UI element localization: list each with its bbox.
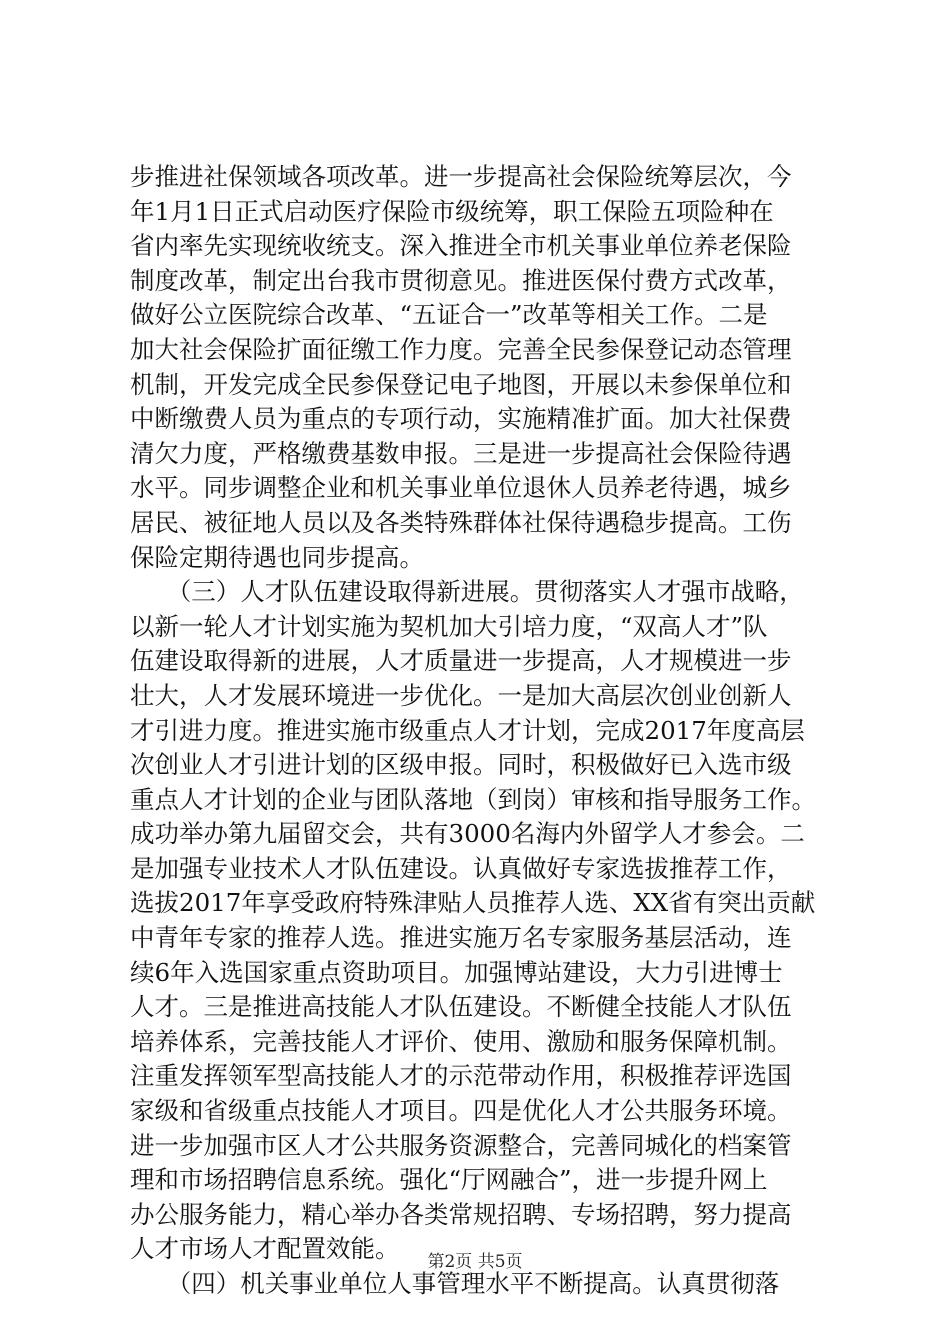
text-line: 中断缴费人员为重点的专项行动，实施精准扩面。加大社保费 [130,404,792,434]
text-line: 培养体系，完善技能人才评价、使用、激励和服务保障机制。 [130,1026,792,1056]
text-line: 保险定期待遇也同步提高。 [130,542,424,572]
text-line: （四）机关事业单位人事管理水平不断提高。认真贯彻落 [130,1269,780,1298]
text-line: 以新一轮人才计划实施为契机加大引培力度，“双高人才”队 [130,611,768,641]
text-line: 注重发挥领军型高技能人才的示范带动作用，积极推荐评选国 [130,1061,792,1091]
text-line: 居民、被征地人员以及各类特殊群体社保待遇稳步提高。工伤 [130,507,792,537]
text-line: 选拔2017年享受政府特殊津贴人员推荐人选、XX省有突出贡献 [130,888,816,918]
text-line: 做好公立医院综合改革、“五证合一”改革等相关工作。二是 [130,300,768,330]
text-line: 水平。同步调整企业和机关事业单位退休人员养老待遇，城乡 [130,473,792,503]
text-line: 家级和省级重点技能人才项目。四是优化人才公共服务环境。 [130,1096,792,1126]
text-line: （三）人才队伍建设取得新进展。贯彻落实人才强市战略， [130,577,804,607]
text-line: 重点人才计划的企业与团队落地（到岗）审核和指导服务工作。 [130,784,816,814]
text-line: 成功举办第九届留交会，共有3000名海内外留学人才参会。二 [130,819,805,849]
text-line: 才引进力度。推进实施市级重点人才计划，完成2017年度高层 [130,715,805,745]
text-line: 步推进社保领域各项改革。进一步提高社会保险统筹层次，今 [130,162,792,191]
text-line: 机制，开发完成全民参保登记电子地图，开展以未参保单位和 [130,369,792,399]
text-line: 清欠力度，严格缴费基数申报。三是进一步提高社会保险待遇 [130,438,792,468]
text-line: 是加强专业技术人才队伍建设。认真做好专家选拔推荐工作， [130,853,792,883]
text-line: 省内率先实现统收统支。深入推进全市机关事业单位养老保险 [130,231,792,261]
text-line: 次创业人才引进计划的区级申报。同时，积极做好已入选市级 [130,750,792,780]
text-line: 壮大，人才发展环境进一步优化。一是加大高层次创业创新人 [130,680,792,710]
text-line: 年1月1日正式启动医疗保险市级统筹，职工保险五项险种在 [130,196,774,226]
text-line: 办公服务能力，精心举办各类常规招聘、专场招聘，努力提高 [130,1199,792,1229]
text-line: 人才市场人才配置效能。 [130,1234,400,1264]
text-line: 伍建设取得新的进展，人才质量进一步提高，人才规模进一步 [130,646,792,676]
text-line: 理和市场招聘信息系统。强化“厅网融合”，进一步提升网上 [130,1165,768,1195]
text-line: 加大社会保险扩面征缴工作力度。完善全民参保登记动态管理 [130,334,792,364]
text-line: 人才。三是推进高技能人才队伍建设。不断健全技能人才队伍 [130,992,792,1022]
document-body [130,160,850,1302]
page-footer: 第2页 共5页 [427,1252,523,1272]
text-line: 进一步加强市区人才公共服务资源整合，完善同城化的档案管 [130,1130,792,1160]
text-line: 制度改革，制定出台我市贯彻意见。推进医保付费方式改革， [130,265,792,295]
text-line: 中青年专家的推荐人选。推进实施万名专家服务基层活动，连 [130,923,792,953]
text-line: 续6年入选国家重点资助项目。加强博站建设，大力引进博士 [130,957,783,987]
